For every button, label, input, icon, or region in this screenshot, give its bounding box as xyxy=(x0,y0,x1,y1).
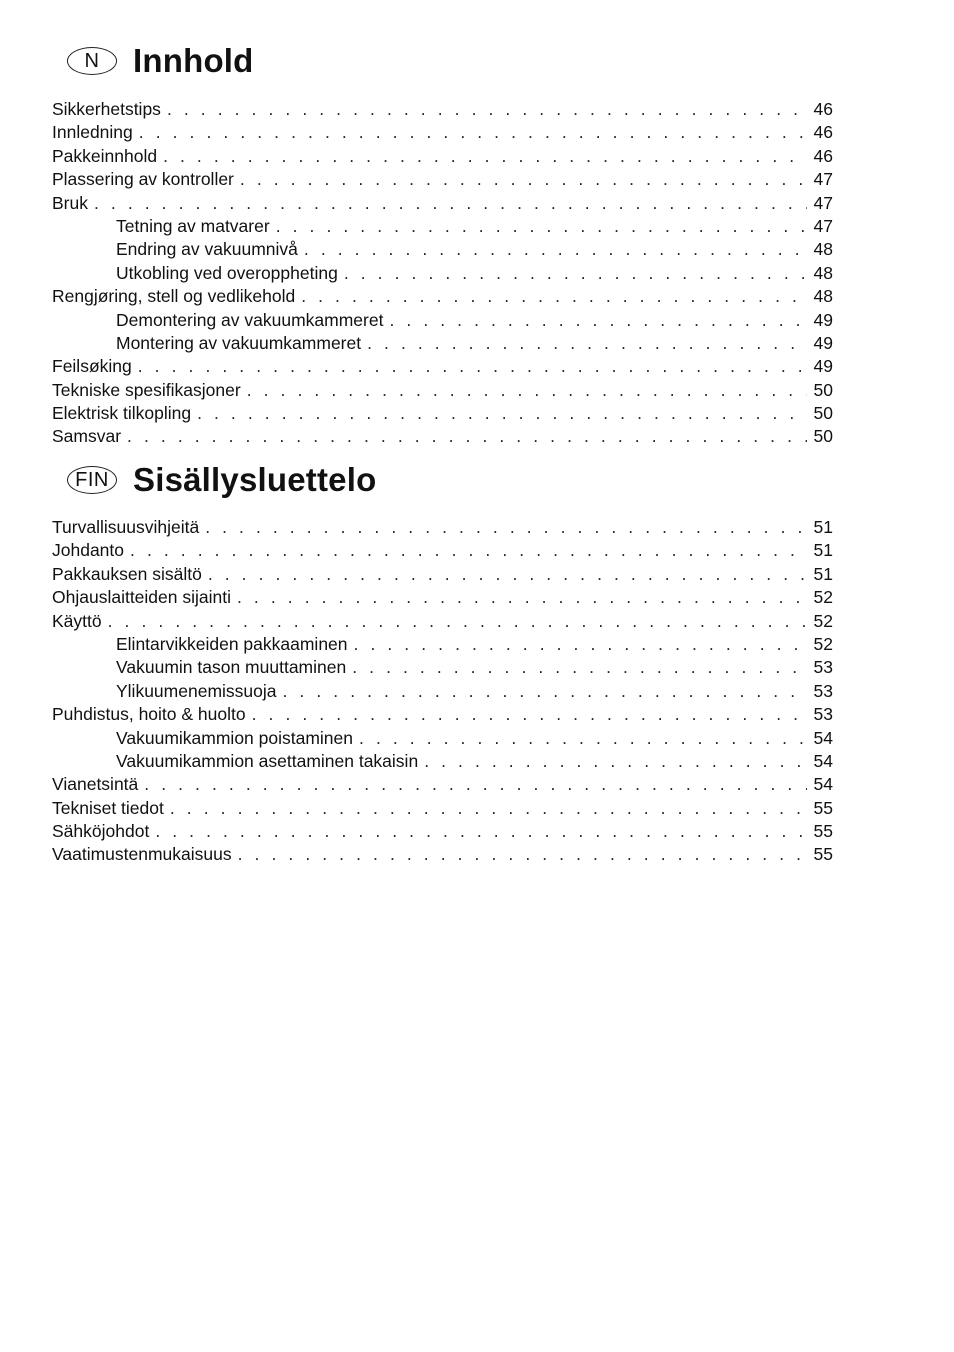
toc-entry xyxy=(52,750,833,773)
toc-entry-page: 53 xyxy=(813,680,833,701)
toc-entry-page: 52 xyxy=(813,610,833,631)
toc-entry-label: Endring av vakuumnivå xyxy=(116,239,298,260)
toc-entry-page: 48 xyxy=(813,262,833,283)
section-title: Innhold xyxy=(133,42,254,79)
toc-entry-label: Sikkerhetstips xyxy=(52,99,161,119)
toc-entry-page: 47 xyxy=(813,169,833,190)
toc-entry-page: 55 xyxy=(813,844,833,865)
toc-list-fin xyxy=(52,516,833,867)
toc-entry-label: Elintarvikkeiden pakkaaminen xyxy=(116,633,348,654)
toc-entry-page: 48 xyxy=(813,286,833,307)
toc-entry-label: Tetning av matvarer xyxy=(116,215,270,236)
toc-dot-leader xyxy=(139,121,807,144)
toc-list-n xyxy=(52,98,833,449)
toc-entry-page: 49 xyxy=(813,309,833,330)
toc-entry-label: Johdanto xyxy=(52,540,125,561)
toc-dot-leader xyxy=(167,98,807,121)
toc-dot-leader xyxy=(352,656,807,679)
toc-entry-label: Rengjøring, stell og vedlikehold xyxy=(52,286,296,307)
toc-entry-page: 54 xyxy=(813,750,833,771)
toc-dot-leader xyxy=(301,285,807,308)
toc-entry-page: 53 xyxy=(813,657,833,678)
toc-entry xyxy=(52,192,833,215)
toc-dot-leader xyxy=(163,145,807,168)
toc-dot-leader xyxy=(283,680,808,703)
toc-dot-leader xyxy=(130,539,807,562)
toc-entry xyxy=(52,285,833,308)
toc-dot-leader xyxy=(127,425,807,448)
toc-dot-leader xyxy=(276,215,807,238)
toc-entry-label: Käyttö xyxy=(52,610,102,631)
toc-entry-label: Utkobling ved overoppheting xyxy=(116,262,338,283)
toc-entry-label: Ohjauslaitteiden sijainti xyxy=(52,587,231,608)
toc-entry-label: Demontering av vakuumkammeret xyxy=(116,309,384,330)
toc-dot-leader xyxy=(237,586,807,609)
toc-entry xyxy=(52,680,833,703)
toc-entry-page: 47 xyxy=(813,215,833,236)
toc-entry-label: Turvallisuusvihjeitä xyxy=(52,517,200,537)
toc-entry xyxy=(52,820,833,843)
toc-entry xyxy=(52,262,833,285)
toc-dot-leader xyxy=(240,168,807,191)
toc-entry-page: 50 xyxy=(813,426,833,447)
toc-entry xyxy=(52,727,833,750)
toc-dot-leader xyxy=(170,797,807,820)
toc-entry xyxy=(52,797,833,820)
toc-entry-page: 55 xyxy=(813,797,833,818)
toc-entry xyxy=(52,843,833,866)
toc-entry-page: 51 xyxy=(813,563,833,584)
toc-dot-leader xyxy=(208,563,807,586)
toc-entry-label: Tekniset tiedot xyxy=(52,797,164,818)
toc-entry-label: Puhdistus, hoito & huolto xyxy=(52,704,246,725)
toc-entry-label: Plassering av kontroller xyxy=(52,169,234,190)
toc-entry-label: Vakuumikammion asettaminen takaisin xyxy=(116,750,419,771)
toc-entry xyxy=(52,516,833,539)
toc-entry xyxy=(52,121,833,144)
toc-entry-label: Bruk xyxy=(52,192,88,213)
toc-dot-leader xyxy=(155,820,807,843)
toc-dot-leader xyxy=(197,402,807,425)
toc-entry-page: 47 xyxy=(813,192,833,213)
toc-entry xyxy=(52,425,833,448)
toc-entry-page: 48 xyxy=(813,239,833,260)
toc-entry xyxy=(52,402,833,425)
toc-entry-label: Feilsøking xyxy=(52,356,132,377)
toc-entry-label: Pakkeinnhold xyxy=(52,145,158,166)
toc-dot-leader xyxy=(252,703,807,726)
toc-entry-label: Pakkauksen sisältö xyxy=(52,563,202,584)
toc-entry-page: 51 xyxy=(813,517,833,537)
toc-entry-label: Montering av vakuumkammeret xyxy=(116,332,362,353)
toc-entry-label: Vaatimustenmukaisuus xyxy=(52,844,232,865)
toc-dot-leader xyxy=(359,727,807,750)
toc-entry xyxy=(52,633,833,656)
toc-entry-label: Elektrisk tilkopling xyxy=(52,403,192,424)
toc-entry-page: 49 xyxy=(813,356,833,377)
toc-entry xyxy=(52,145,833,168)
toc-dot-leader xyxy=(389,309,807,332)
toc-dot-leader xyxy=(238,843,807,866)
toc-entry-page: 46 xyxy=(813,122,833,143)
toc-entry xyxy=(52,355,833,378)
toc-entry-label: Vianetsintä xyxy=(52,774,139,795)
toc-entry xyxy=(52,238,833,261)
toc-entry xyxy=(52,656,833,679)
toc-dot-leader xyxy=(247,379,807,402)
toc-dot-leader xyxy=(138,355,807,378)
toc-dot-leader xyxy=(205,516,807,539)
toc-entry-page: 49 xyxy=(813,332,833,353)
toc-dot-leader xyxy=(354,633,807,656)
toc-entry-page: 52 xyxy=(813,633,833,654)
toc-entry xyxy=(52,309,833,332)
toc-entry-page: 55 xyxy=(813,821,833,842)
toc-dot-leader xyxy=(144,773,807,796)
toc-entry-page: 51 xyxy=(813,540,833,561)
toc-entry-label: Sähköjohdot xyxy=(52,821,150,842)
language-badge: N xyxy=(67,47,117,75)
toc-entry-label: Ylikuumenemissuoja xyxy=(116,680,277,701)
toc-entry xyxy=(52,379,833,402)
toc-entry-page: 46 xyxy=(813,99,833,119)
toc-entry-page: 46 xyxy=(813,145,833,166)
toc-entry-page: 54 xyxy=(813,727,833,748)
toc-entry xyxy=(52,773,833,796)
toc-entry-label: Vakuumin tason muuttaminen xyxy=(116,657,347,678)
toc-entry-label: Tekniske spesifikasjoner xyxy=(52,379,241,400)
toc-entry-label: Vakuumikammion poistaminen xyxy=(116,727,354,748)
toc-entry xyxy=(52,98,833,121)
toc-entry-label: Samsvar xyxy=(52,426,122,447)
toc-entry xyxy=(52,168,833,191)
language-badge: FIN xyxy=(67,466,117,494)
toc-entry xyxy=(52,586,833,609)
toc-entry xyxy=(52,539,833,562)
toc-entry xyxy=(52,703,833,726)
toc-entry xyxy=(52,215,833,238)
toc-entry-page: 53 xyxy=(813,704,833,725)
toc-entry-page: 52 xyxy=(813,587,833,608)
toc-entry-page: 50 xyxy=(813,379,833,400)
toc-entry-label: Innledning xyxy=(52,122,133,143)
section-header-n xyxy=(67,39,254,83)
toc-dot-leader xyxy=(367,332,807,355)
toc-entry-page: 54 xyxy=(813,774,833,795)
section-header-fin xyxy=(67,458,376,502)
toc-entry-page: 50 xyxy=(813,403,833,424)
toc-dot-leader xyxy=(94,192,807,215)
section-title: Sisällysluettelo xyxy=(133,461,377,498)
toc-entry xyxy=(52,563,833,586)
toc-entry xyxy=(52,332,833,355)
toc-dot-leader xyxy=(344,262,807,285)
toc-dot-leader xyxy=(108,610,807,633)
toc-entry xyxy=(52,610,833,633)
toc-dot-leader xyxy=(304,238,807,261)
toc-dot-leader xyxy=(424,750,807,773)
